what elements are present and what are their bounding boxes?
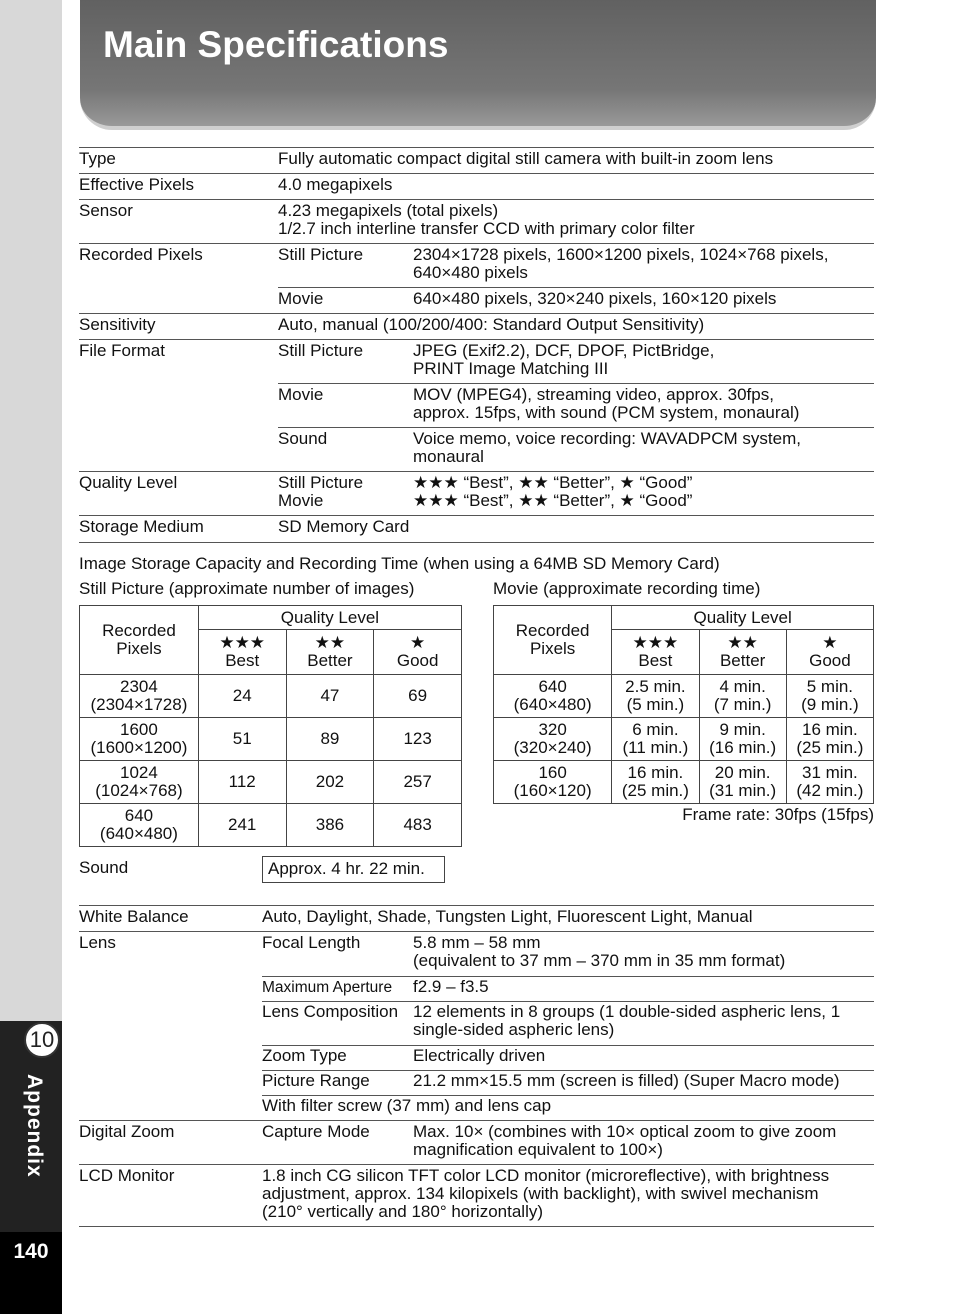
value-cell: 9 min. (16 min.) xyxy=(699,718,786,761)
spec-value: 21.2 mm×15.5 mm (screen is filled) (Super Macro mode) xyxy=(413,1071,840,1090)
spec-label: Digital Zoom xyxy=(79,1122,175,1141)
movie-capacity-caption: Movie (approximate recording time) xyxy=(493,579,761,598)
table-row xyxy=(80,675,462,718)
value-cell: 483 xyxy=(374,804,462,847)
value-cell: 6 min. (11 min.) xyxy=(612,718,699,761)
pixels-cell: 1600 (1600×1200) xyxy=(80,718,199,761)
table-row xyxy=(80,804,462,847)
divider xyxy=(278,287,874,288)
quality-col-better: ★★ Better xyxy=(286,630,374,675)
spec-value: f2.9 – f3.5 xyxy=(413,977,489,996)
table-row xyxy=(494,718,874,761)
spec-value: With filter screw (37 mm) and lens cap xyxy=(262,1096,552,1115)
spec-value: Voice memo, voice recording: WAVADPCM system, monaural xyxy=(413,429,801,466)
spec-value: 1.8 inch CG silicon TFT color LCD monitor (microreflective), with brightness adjustment, approx. 134 kilopixels (with backlight), with swivel mechanism (210° vertically and 180° horizontally) xyxy=(262,1166,830,1221)
quality-col-good: ★ Good xyxy=(374,630,462,675)
table-row xyxy=(494,675,874,718)
value-cell: 4 min. (7 min.) xyxy=(699,675,786,718)
spec-value: Auto, Daylight, Shade, Tungsten Light, Fluorescent Light, Manual xyxy=(262,907,753,926)
spec-row-file-format xyxy=(79,339,874,471)
value-cell: 89 xyxy=(286,718,374,761)
spec-sublabel: Still Picture xyxy=(278,245,364,264)
spec-label: Lens xyxy=(79,933,116,952)
spec-label: White Balance xyxy=(79,907,189,926)
table-row xyxy=(80,761,462,804)
quality-col-good: ★ Good xyxy=(786,630,873,675)
quality-level-header: Quality Level xyxy=(612,606,874,630)
spec-value: 12 elements in 8 groups (1 double-sided aspheric lens, 1 single-sided aspheric lens) xyxy=(413,1002,841,1039)
spec-sublabel: Movie xyxy=(278,385,324,404)
page-title: Main Specifications xyxy=(103,24,449,65)
star-rating-icon: ★★ xyxy=(727,633,758,652)
spec-row-recorded-pixels xyxy=(79,243,874,313)
table-row xyxy=(494,761,874,804)
spec-label: Recorded Pixels xyxy=(79,245,203,264)
spec-row-type xyxy=(79,147,874,173)
value-cell: 31 min. (42 min.) xyxy=(786,761,873,804)
recorded-pixels-header: Recorded Pixels xyxy=(494,606,612,675)
still-capacity-table xyxy=(79,605,462,847)
value-cell: 16 min. (25 min.) xyxy=(612,761,699,804)
value-cell: 24 xyxy=(198,675,286,718)
star-rating-icon: ★★ xyxy=(314,633,346,652)
capacity-heading: Image Storage Capacity and Recording Time (when using a 64MB SD Memory Card) xyxy=(79,554,720,573)
spec-sublabel: Still Picture xyxy=(278,341,364,360)
spec-sublabel: Focal Length xyxy=(262,933,361,952)
value-cell: 51 xyxy=(198,718,286,761)
value-cell: 386 xyxy=(286,804,374,847)
spec-value: Auto, manual (100/200/400: Standard Output Sensitivity) xyxy=(278,315,705,334)
spec-label: Sensitivity xyxy=(79,315,156,334)
star-rating-icon: ★ xyxy=(410,633,426,652)
value-cell: 241 xyxy=(198,804,286,847)
sound-label: Sound xyxy=(79,858,129,877)
page-number: 140 xyxy=(13,1240,49,1263)
spec-sublabel: Still Picture xyxy=(278,473,364,492)
quality-col-best: ★★★ Best xyxy=(198,630,286,675)
frame-rate-note: Frame rate: 30fps (15fps) xyxy=(682,805,874,824)
recorded-pixels-header: Recorded Pixels xyxy=(80,606,199,675)
spec-value: ★★★ “Best”, ★★ “Better”, ★ “Good” xyxy=(413,473,693,492)
spec-value: SD Memory Card xyxy=(278,517,410,536)
spec-row-sensor xyxy=(79,199,874,243)
chapter-number: 10 xyxy=(24,1022,60,1058)
spec-row-effective-pixels xyxy=(79,173,874,199)
quality-col-best: ★★★ Best xyxy=(612,630,699,675)
spec-sublabel: Capture Mode xyxy=(262,1122,370,1141)
spec-value: Electrically driven xyxy=(413,1046,546,1065)
pixels-cell: 640 (640×480) xyxy=(494,675,612,718)
spec-label: Quality Level xyxy=(79,473,178,492)
spec-sublabel: Lens Composition xyxy=(262,1002,399,1021)
pixels-cell: 320 (320×240) xyxy=(494,718,612,761)
divider xyxy=(262,1045,874,1046)
spec-label: Sensor xyxy=(79,201,133,220)
table-row xyxy=(80,718,462,761)
value-cell: 257 xyxy=(374,761,462,804)
star-rating-icon: ★★★ xyxy=(632,633,679,652)
spec-sublabel: Movie xyxy=(278,289,324,308)
spec-value: 4.23 megapixels (total pixels) 1/2.7 inch interline transfer CCD with primary color filter xyxy=(278,201,695,238)
value-cell: 123 xyxy=(374,718,462,761)
pixels-cell: 1024 (1024×768) xyxy=(80,761,199,804)
spec-row-lcd-monitor xyxy=(79,1164,874,1227)
spec-sublabel: Maximum Aperture xyxy=(262,979,393,996)
spec-row-white-balance xyxy=(79,905,874,931)
spec-value: Max. 10× (combines with 10× optical zoom to give zoom magnification equivalent to 100×) xyxy=(413,1122,837,1159)
spec-value: 4.0 megapixels xyxy=(278,175,393,194)
spec-row-quality-level xyxy=(79,471,874,515)
spec-sublabel: Sound xyxy=(278,429,328,448)
value-cell: 5 min. (9 min.) xyxy=(786,675,873,718)
spec-value: Fully automatic compact digital still camera with built-in zoom lens xyxy=(278,149,774,168)
spec-sublabel: Movie xyxy=(278,491,324,510)
spec-value: ★★★ “Best”, ★★ “Better”, ★ “Good” xyxy=(413,491,693,510)
value-cell: 112 xyxy=(198,761,286,804)
star-rating-icon: ★★★ xyxy=(219,633,266,652)
spec-row-lens xyxy=(79,931,874,1120)
spec-label: LCD Monitor xyxy=(79,1166,175,1185)
spec-sublabel: Picture Range xyxy=(262,1071,370,1090)
spec-label: Effective Pixels xyxy=(79,175,194,194)
spec-row-sensitivity xyxy=(79,313,874,339)
divider xyxy=(278,383,874,384)
title-banner-edge xyxy=(80,96,876,130)
value-cell: 202 xyxy=(286,761,374,804)
spec-label: File Format xyxy=(79,341,165,360)
quality-col-better: ★★ Better xyxy=(699,630,786,675)
value-cell: 2.5 min. (5 min.) xyxy=(612,675,699,718)
value-cell: 69 xyxy=(374,675,462,718)
value-cell: 16 min. (25 min.) xyxy=(786,718,873,761)
spec-label: Type xyxy=(79,149,116,168)
spec-value: MOV (MPEG4), streaming video, approx. 30fps, approx. 15fps, with sound (PCM system, monaural) xyxy=(413,385,800,422)
quality-level-header: Quality Level xyxy=(198,606,461,630)
value-cell: 47 xyxy=(286,675,374,718)
sound-capacity-value: Approx. 4 hr. 22 min. xyxy=(262,856,445,883)
movie-capacity-table xyxy=(493,605,874,804)
pixels-cell: 160 (160×120) xyxy=(494,761,612,804)
value-cell: 20 min. (31 min.) xyxy=(699,761,786,804)
spec-value: 2304×1728 pixels, 1600×1200 pixels, 1024×768 pixels, 640×480 pixels xyxy=(413,245,829,282)
still-capacity-caption: Still Picture (approximate number of images) xyxy=(79,579,415,598)
spec-value: JPEG (Exif2.2), DCF, DPOF, PictBridge, PRINT Image Matching III xyxy=(413,341,715,378)
pixels-cell: 640 (640×480) xyxy=(80,804,199,847)
divider xyxy=(262,976,874,977)
spec-row-storage-medium xyxy=(79,515,874,543)
spec-value: 5.8 mm – 58 mm (equivalent to 37 mm – 370 mm in 35 mm format) xyxy=(413,933,786,970)
star-rating-icon: ★ xyxy=(822,633,838,652)
pixels-cell: 2304 (2304×1728) xyxy=(80,675,199,718)
divider xyxy=(278,427,874,428)
spec-label: Storage Medium xyxy=(79,517,204,536)
spec-value: 640×480 pixels, 320×240 pixels, 160×120 pixels xyxy=(413,289,777,308)
chapter-label: Appendix xyxy=(23,1074,46,1178)
spec-row-digital-zoom xyxy=(79,1120,874,1164)
spec-sublabel: Zoom Type xyxy=(262,1046,347,1065)
